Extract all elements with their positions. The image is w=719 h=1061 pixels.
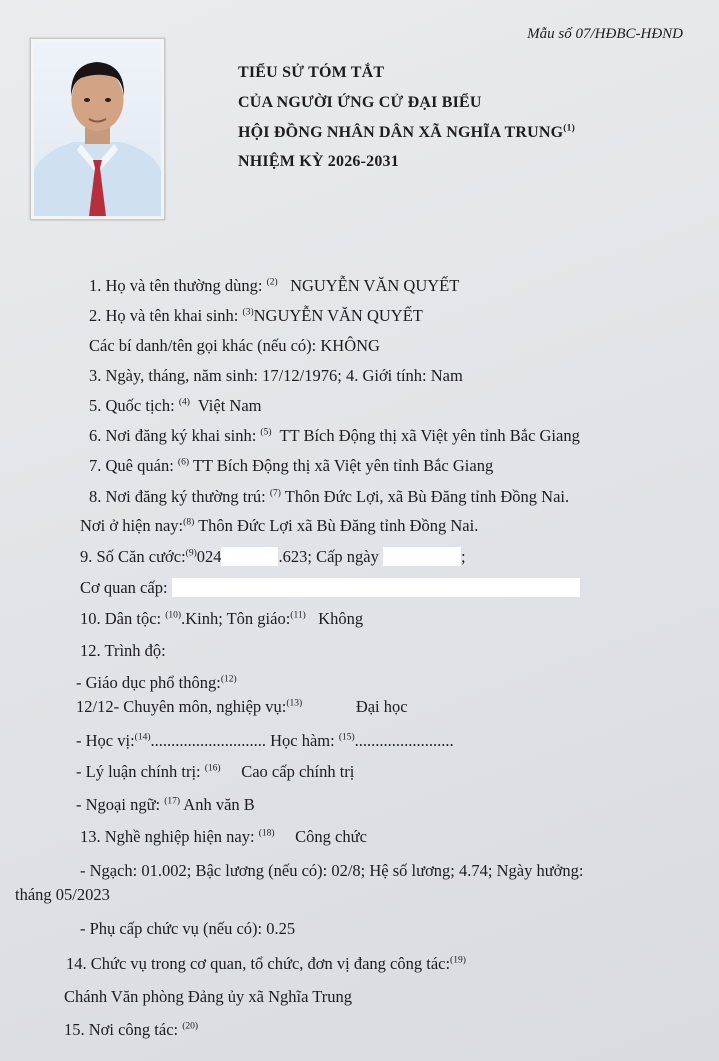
field-label: 1. Họ và tên thường dùng: [89, 276, 263, 295]
field-label: 2. Họ và tên khai sinh: [89, 306, 239, 325]
redacted-block [172, 578, 580, 597]
field-position-value: Chánh Văn phòng Đảng ủy xã Nghĩa Trung [64, 987, 352, 1006]
field-value: Công chức [295, 827, 367, 846]
field-permanent-residence [89, 487, 569, 507]
footnote-ref: (7) [269, 488, 281, 499]
field-label: 10. Dân tộc: [80, 609, 162, 628]
field-label: 13. Nghề nghiệp hiện nay: [80, 827, 255, 846]
field-value: Anh văn B [183, 795, 255, 814]
field-general-education [76, 673, 237, 693]
doc-title-line1: TIỂU SỬ TÓM TẮT [238, 64, 385, 81]
field-political-theory [76, 762, 354, 782]
field-label: 9. Số Căn cước: [80, 547, 186, 566]
field-issuer [80, 578, 580, 598]
field-id-card [80, 547, 466, 567]
field-education-header: 12. Trình độ: [80, 641, 166, 660]
footnote-ref: (13) [286, 698, 303, 709]
field-salary-rank-date: tháng 05/2023 [15, 885, 110, 904]
footnote-ref: (14) [134, 732, 151, 743]
blank-dots: ........................ [354, 731, 454, 750]
field-workplace [64, 1020, 198, 1040]
field-academic-degree [76, 731, 454, 751]
footnote-ref: (3) [242, 307, 254, 318]
field-label: 7. Quê quán: [89, 456, 174, 475]
footnote-ref: (15) [338, 732, 355, 743]
field-hometown [89, 456, 493, 476]
field-label: Nơi ở hiện nay: [80, 516, 184, 535]
field-salary-rank: - Ngạch: 01.002; Bậc lương (nếu có): 02/8; Hệ số lương; 4.74; Ngày hưởng: [80, 861, 584, 880]
id-prefix: 024 [196, 547, 222, 566]
field-value: Đại học [355, 697, 408, 716]
field-value: .Kinh; Tôn giáo: [181, 609, 291, 628]
field-label: 15. Nơi công tác: [64, 1020, 179, 1039]
field-label: - Ngoại ngữ: [76, 795, 161, 814]
footnote-ref: (20) [182, 1021, 199, 1032]
field-nationality [89, 396, 261, 416]
footnote-ref: (2) [266, 277, 278, 288]
field-value: Cao cấp chính trị [241, 762, 355, 781]
field-label: - Học vị: [76, 731, 135, 750]
field-value: Thôn Đức Lợi xã Bù Đăng tỉnh Đồng Nai. [198, 516, 479, 535]
field-common-name [89, 276, 459, 296]
field-value: NGUYỄN VĂN QUYẾT [290, 276, 460, 295]
field-label: 5. Quốc tịch: [89, 396, 175, 415]
footnote-ref: (10) [165, 610, 182, 621]
field-label: 8. Nơi đăng ký thường trú: [89, 487, 266, 506]
footnote-ref: (8) [183, 517, 195, 528]
footnote-ref: (1) [563, 123, 575, 134]
field-aliases: Các bí danh/tên gọi khác (nếu có): KHÔNG [89, 336, 380, 355]
field-current-residence [80, 516, 478, 536]
footnote-ref: (11) [290, 610, 306, 621]
blank-dots: ............................ [150, 731, 266, 750]
field-birth-name [89, 306, 423, 326]
field-value: Thôn Đức Lợi, xã Bù Đăng tỉnh Đồng Nai. [284, 487, 570, 506]
doc-title-line4: NHIỆM KỲ 2026-2031 [238, 153, 399, 170]
field-label: - Lý luận chính trị: [76, 762, 201, 781]
field-current-position [66, 954, 466, 974]
doc-title-line3 [238, 124, 575, 142]
redacted-block [383, 547, 461, 566]
footnote-ref: (9) [185, 548, 197, 559]
title-text: HỘI ĐỒNG NHÂN DÂN XÃ NGHĨA TRUNG [238, 124, 564, 141]
field-occupation [80, 827, 367, 847]
footnote-ref: (4) [178, 397, 190, 408]
field-value: NGUYỄN VĂN QUYẾT [253, 306, 423, 325]
field-ethnicity-religion [80, 609, 363, 629]
footnote-ref: (18) [258, 828, 275, 839]
id-suffix: .623; Cấp ngày [278, 547, 379, 566]
field-label: Học hàm: [270, 731, 335, 750]
portrait-illustration [34, 42, 161, 216]
field-label: - Giáo dục phổ thông: [76, 673, 221, 692]
footnote-ref: (5) [260, 427, 272, 438]
footnote-ref: (16) [204, 763, 221, 774]
field-label: Cơ quan cấp: [80, 578, 168, 597]
field-specialization [76, 697, 408, 717]
field-value: TT Bích Động thị xã Việt yên tỉnh Bắc Giang [279, 426, 580, 445]
footnote-ref: (6) [177, 457, 189, 468]
field-label: 6. Nơi đăng ký khai sinh: [89, 426, 257, 445]
doc-title-line2: CỦA NGƯỜI ỨNG CỬ ĐẠI BIỂU [238, 94, 482, 111]
form-number: Mẫu số 07/HĐBC-HĐND [527, 26, 683, 42]
field-value: Việt Nam [197, 396, 262, 415]
field-label: 12/12- Chuyên môn, nghiệp vụ: [76, 697, 287, 716]
id-end: ; [460, 547, 466, 566]
field-position-allowance: - Phụ cấp chức vụ (nếu có): 0.25 [80, 919, 296, 938]
field-birthdate-gender: 3. Ngày, tháng, năm sinh: 17/12/1976; 4. Giới tính: Nam [89, 366, 463, 385]
footnote-ref: (17) [164, 796, 181, 807]
footnote-ref: (12) [220, 674, 237, 685]
portrait-photo [30, 38, 165, 220]
field-label: 14. Chức vụ trong cơ quan, tổ chức, đơn vị đang công tác: [66, 954, 451, 973]
footnote-ref: (19) [450, 955, 466, 966]
field-value: TT Bích Động thị xã Việt yên tỉnh Bắc Giang [192, 456, 494, 475]
field-value: Không [318, 609, 364, 628]
field-birth-registration [89, 426, 580, 446]
redacted-block [221, 547, 278, 566]
field-foreign-language [76, 795, 255, 815]
